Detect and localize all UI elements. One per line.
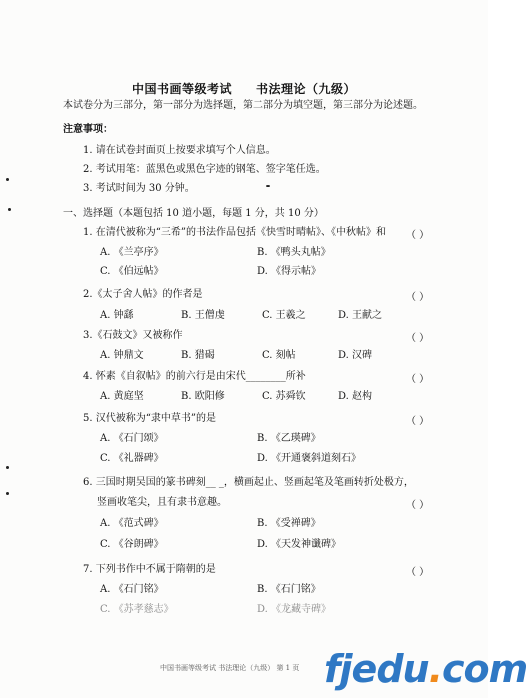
option-a: A. 《范式碑》 <box>100 518 164 529</box>
option-a: A. 钟繇 <box>100 310 134 321</box>
answer-blank: （ ） <box>406 292 430 303</box>
notice-title: 注意事项： <box>63 124 113 135</box>
option-b: B. 《乙瑛碑》 <box>257 433 321 444</box>
question-stem: 2.《太子舍人帖》的作者是 <box>83 289 203 300</box>
page-title <box>0 80 488 97</box>
watermark-dot: . <box>428 647 443 691</box>
answer-blank: （ ） <box>406 333 430 344</box>
option-b: B. 《受禅碑》 <box>257 518 321 529</box>
scan-speck <box>6 178 9 181</box>
scan-speck <box>6 492 9 495</box>
option-b: B. 《鸭头丸帖》 <box>257 247 331 258</box>
exam-subtitle: 书法理论（九级） <box>256 82 357 96</box>
answer-blank: （ ） <box>406 230 430 241</box>
option-c: C. 《礼器碑》 <box>100 453 164 464</box>
option-a: A. 《石门铭》 <box>100 584 164 595</box>
option-b: B. 欧阳修 <box>181 391 225 402</box>
option-d: D. 《天发神谶碑》 <box>257 539 342 550</box>
intro-text: 本试卷分为三部分，第一部分为选择题，第二部分为填空题，第三部分为论述题。 <box>63 100 423 111</box>
option-d: D. 《龙藏寺碑》 <box>257 604 332 615</box>
option-d: D. 赵构 <box>338 391 373 402</box>
question-stem: 5. 汉代被称为“隶中草书”的是 <box>83 413 216 424</box>
scan-speck <box>266 185 270 187</box>
option-d: D. 汉碑 <box>338 350 373 361</box>
question-stem: 3.《石鼓文》又被称作 <box>83 330 183 341</box>
option-a: A. 钟鼎文 <box>100 350 144 361</box>
watermark-main: fjedu <box>324 647 429 691</box>
notice-item: 2. 考试用笔：蓝黑色或黑色字迹的钢笔、签字笔任选。 <box>83 164 326 175</box>
question-stem-cont: 竖画收笔尖，且有隶书意趣。 <box>97 497 227 508</box>
option-c: C. 《伯远帖》 <box>100 266 164 277</box>
notice-item: 3. 考试时间为 30 分钟。 <box>83 183 195 194</box>
option-b: B. 猎碣 <box>181 350 215 361</box>
answer-blank: （ ） <box>406 500 430 511</box>
watermark-logo <box>324 647 527 691</box>
exam-title: 中国书画等级考试 <box>131 82 232 96</box>
notice-item: 1. 请在试卷封面页上按要求填写个人信息。 <box>83 145 276 156</box>
option-a: A. 黄庭坚 <box>100 391 144 402</box>
answer-blank: （ ） <box>406 567 430 578</box>
option-b: B. 《石门铭》 <box>257 584 321 595</box>
option-c: C. 王羲之 <box>262 310 306 321</box>
watermark-tld: com <box>442 647 527 691</box>
option-a: A. 《石门颂》 <box>100 433 164 444</box>
option-c: C. 《谷朗碑》 <box>100 539 164 550</box>
answer-blank: （ ） <box>406 416 430 427</box>
scan-speck <box>8 208 11 211</box>
question-stem: 6. 三国时期吴国的篆书碑刻__ _，横画起止、竖画起笔及笔画转折处极方， <box>83 477 414 488</box>
option-c: C. 苏舜钦 <box>262 391 306 402</box>
option-d: D. 《开通褒斜道刻石》 <box>257 453 362 464</box>
option-a: A. 《兰亭序》 <box>100 247 164 258</box>
section-heading: 一、选择题（本题包括 10 道小题，每题 1 分，共 10 分） <box>63 208 324 219</box>
option-d: D. 《得示帖》 <box>257 266 322 277</box>
option-b: B. 王僧虔 <box>181 310 225 321</box>
scan-speck <box>6 466 9 469</box>
option-c: C. 刻帖 <box>262 350 296 361</box>
question-stem: 4. 怀素《自叙帖》的前六行是由宋代________所补 <box>83 371 306 382</box>
question-stem: 1. 在清代被称为“三希”的书法作品包括《快雪时晴帖》、《中秋帖》和 <box>83 227 386 238</box>
option-d: D. 王献之 <box>338 310 383 321</box>
option-c: C. 《苏孝慈志》 <box>100 604 174 615</box>
question-stem: 7. 下列书作中不属于隋朝的是 <box>83 564 216 575</box>
site-watermark <box>324 640 527 698</box>
answer-blank: （ ） <box>406 374 430 385</box>
page-footer: 中国书画等级考试 书法理论（九级） 第 1 页 <box>160 664 300 672</box>
